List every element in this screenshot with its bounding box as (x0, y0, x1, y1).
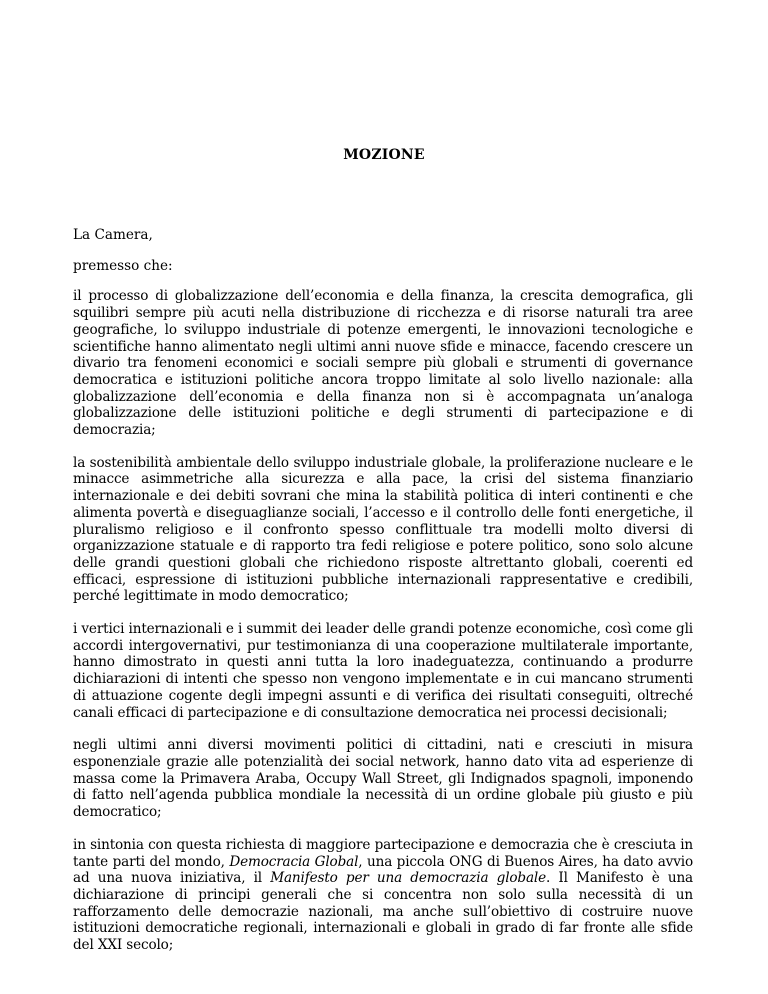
premise-line: premesso che: (73, 257, 173, 274)
document-title: MOZIONE (343, 147, 425, 163)
document-body (73, 227, 693, 954)
paragraph-global-issues: la sostenibilità ambientale dello sviluppo industriale globale, la proliferazione nucleare e le minacce asimmetriche alla sicurezza e alla pace, la crisi del sistema finanziario internazionale e dei debiti sovrani che mina la stabilità politica di interi continenti e che alimenta povertà e diseguaglianze sociali, l’accesso e il controllo delle fonti energetiche, il pluralismo religioso e il confronto spesso conflittuale tra modelli molto diversi di organizzazione statuale e di rapporto tra fedi religiose e potere politico, sono solo alcune delle grandi questioni globali che richiedono risposte altrettanto globali, coerenti ed efficaci, espressione di istituzioni pubbliche internazionali rappresentative e credibili, perché legittimate in modo democratico; (73, 454, 693, 605)
paragraph-text-segment: . Il Manifesto è una dichiarazione di principi generali che si concentra non solo sulla necessità di un rafforzamento delle democrazie nazionali, ma anche sull’obiettivo di costruire nuove istituzioni democratiche regionali, internazionali e globali in grado di far fronte alle sfide del XXI secolo; (73, 870, 694, 954)
opening-line: La Camera, (73, 227, 153, 243)
paragraph-globalization: il processo di globalizzazione dell’economia e della finanza, la crescita demografica, gli squilibri sempre più acuti nella distribuzione di ricchezza e di risorse naturali tra aree geografiche, lo sviluppo industriale di potenze emergenti, le innovazioni tecnologiche e scientifiche hanno alimentato negli ultimi anni nuove sfide e minacce, facendo crescere un divario tra fenomeni economici e sociali sempre più globali e strumenti di governance democratica e istituzioni politiche ancora troppo limitate al solo livello nazionale: alla globalizzazione dell’economia e della finanza non si è accompagnata un’analoga globalizzazione delle istituzioni politiche e degli strumenti di partecipazione e di democrazia; (73, 288, 693, 439)
organization-name: Democracia Global (229, 853, 359, 870)
paragraph-citizen-movements: negli ultimi anni diversi movimenti politici di cittadini, nati e cresciuti in misura esponenziale grazie alle potenzialità dei social network, hanno dato vita ad esperienze di massa come la Primavera Araba, Occupy Wall Street, gli Indignados spagnoli, imponendo di fatto nell’agenda pubblica mondiale la necessità di un ordine globale più giusto e più democratico; (73, 737, 693, 821)
paragraph-international-summits: i vertici internazionali e i summit dei leader delle grandi potenze economiche, così come gli accordi intergovernativi, pur testimonianza di una cooperazione multilaterale importante, hanno dimostrato in questi anni tutta la loro inadeguatezza, continuando a produrre dichiarazioni di intenti che spesso non vengono implementate e in cui mancano strumenti di attuazione cogente degli impegni assunti e di verifica dei risultati conseguiti, oltreché canali efficaci di partecipazione e di consultazione democratica nei processi decisionali; (73, 621, 693, 721)
manifesto-title: Manifesto per una democrazia globale (270, 870, 547, 887)
paragraph-democracia-global (73, 837, 693, 954)
paragraph-text-segment: in sintonia con questa richiesta di maggiore partecipazione e democrazia che è cresciuta in tante parti del mondo, (73, 836, 693, 870)
paragraph-text-segment: , una piccola ONG di Buenos Aires, ha dato avvio ad una nuova iniziativa, il (73, 853, 693, 887)
